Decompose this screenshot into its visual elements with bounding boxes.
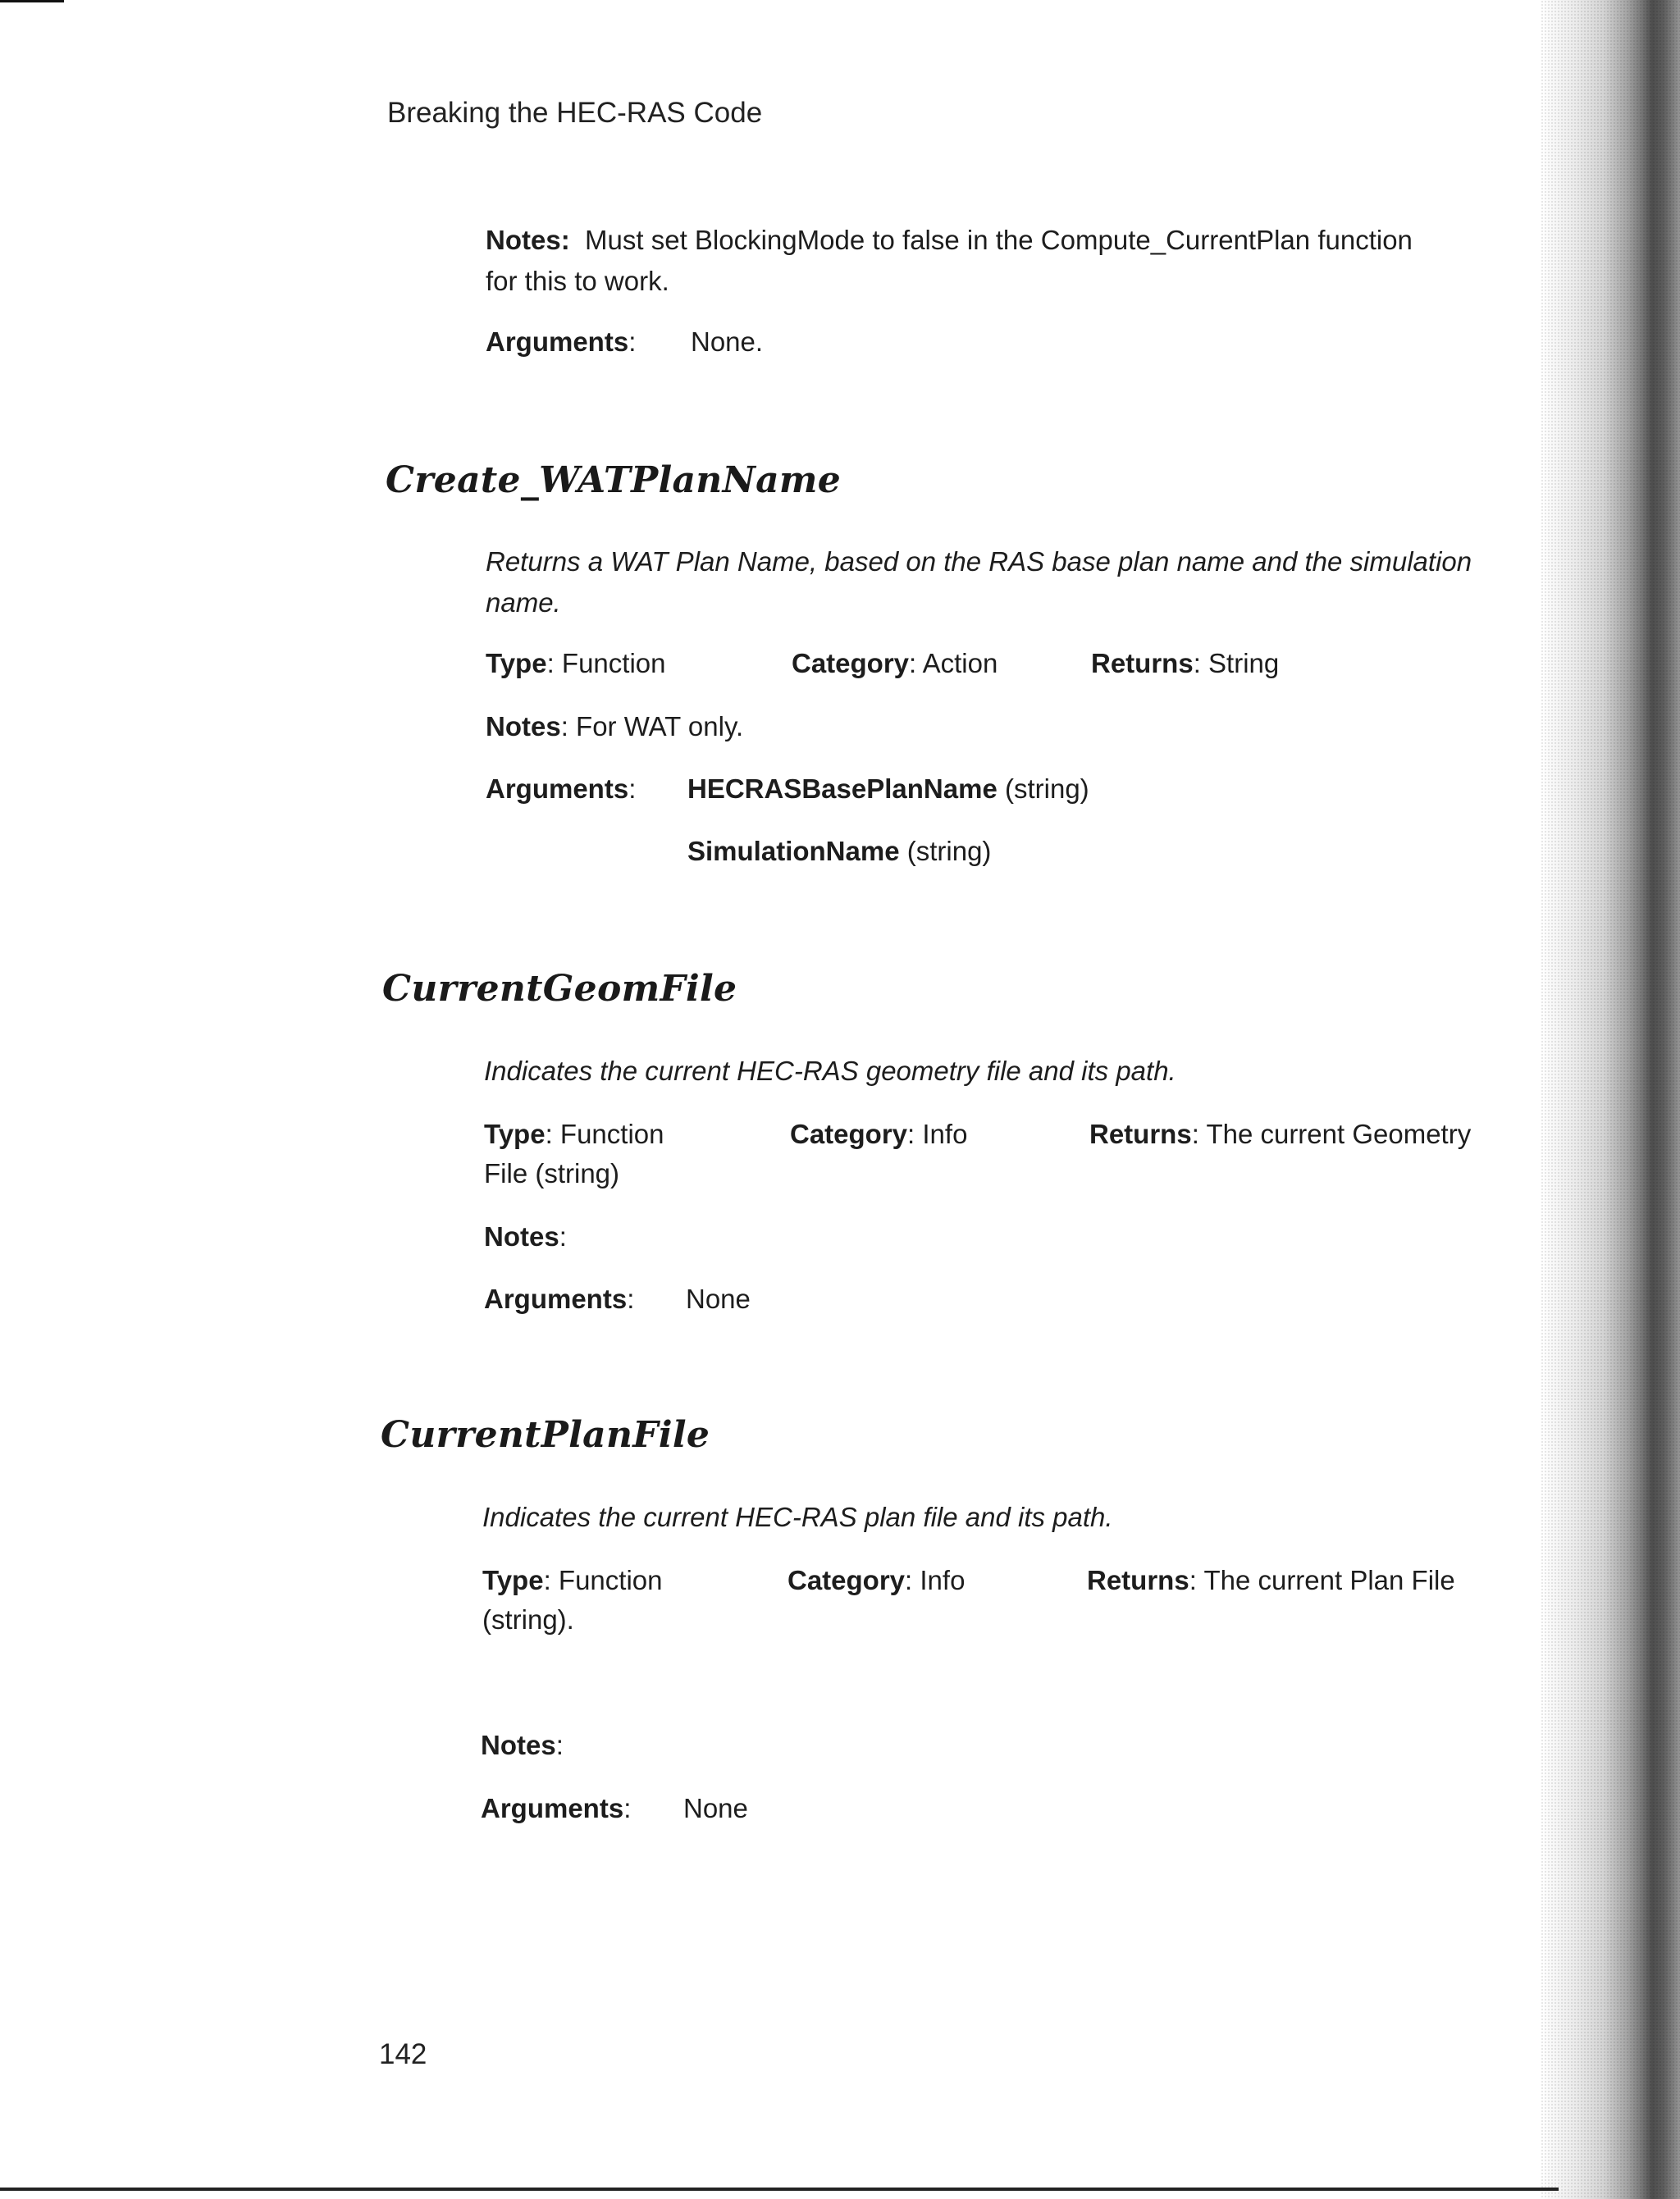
intro-arguments-value: None. (691, 326, 764, 357)
arguments-field: Arguments: (484, 1284, 635, 1314)
type-field: Type: Function (484, 1119, 664, 1149)
type-field: Type: Function (482, 1565, 663, 1595)
arguments-value: None (683, 1793, 748, 1823)
argument-2 (687, 831, 991, 872)
category-value: Info (922, 1119, 968, 1149)
category-value: Info (920, 1565, 966, 1595)
category-label: Category (792, 648, 910, 678)
type-label: Type (486, 648, 547, 678)
notes-field: Notes: (484, 1221, 567, 1252)
page-number: 142 (379, 2038, 427, 2070)
intro-notes-text: Must set BlockingMode to false in the Compute_CurrentPlan function (585, 225, 1413, 255)
argument-type: (string) (1004, 773, 1089, 804)
returns-label: Returns (1089, 1119, 1192, 1149)
running-head: Breaking the HEC-RAS Code (387, 97, 763, 129)
arguments-label: Arguments (486, 773, 629, 804)
entry-description: Indicates the current HEC-RAS plan file and its path. (482, 1502, 1113, 1532)
argument-type: (string) (906, 836, 992, 866)
returns-wrap: (string). (482, 1604, 574, 1635)
notes-value: For WAT only. (576, 711, 744, 741)
returns-value: The current Geometry (1206, 1119, 1472, 1149)
arguments-field: Arguments: (481, 1793, 632, 1823)
type-value: Function (561, 648, 666, 678)
entry-description (486, 541, 1472, 623)
top-rule (0, 0, 64, 2)
argument-name: HECRASBasePlanName (687, 773, 998, 804)
category-field: Category: Action (792, 648, 998, 678)
category-value: Action (922, 648, 998, 678)
notes-label: Notes (486, 711, 561, 741)
arguments-label: Arguments (484, 1284, 628, 1314)
entry-description: Indicates the current HEC-RAS geometry file and its path. (484, 1056, 1176, 1086)
notes-field: Notes: (481, 1730, 564, 1760)
entry-title: CurrentGeomFile (382, 968, 737, 1010)
notes-field: Notes: For WAT only. (486, 711, 744, 741)
category-field: Category: Info (790, 1119, 968, 1149)
intro-notes: Notes: Must set BlockingMode to false in the Compute_CurrentPlan function for this to work. (486, 225, 1413, 296)
type-value: Function (558, 1565, 663, 1595)
intro-arguments: Arguments: (486, 326, 637, 357)
returns-value: String (1208, 648, 1280, 678)
bottom-rule (0, 2188, 1559, 2191)
arguments-label: Arguments (481, 1793, 624, 1823)
returns-label: Returns (1091, 648, 1194, 678)
returns-field: Returns: String (1091, 648, 1280, 678)
entry-title: CurrentPlanFile (381, 1414, 710, 1456)
category-label: Category (790, 1119, 908, 1149)
intro-notes-label: Notes (486, 225, 561, 255)
returns-label: Returns (1087, 1565, 1189, 1595)
intro-arguments-label: Arguments (486, 326, 629, 357)
arguments-field: Arguments: (486, 773, 637, 804)
returns-field: Returns: The current Plan File (1087, 1565, 1455, 1595)
category-label: Category (788, 1565, 906, 1595)
type-field: Type: Function (486, 648, 666, 678)
returns-value: The current Plan File (1203, 1565, 1455, 1595)
returns-wrap: File (string) (484, 1158, 620, 1188)
binding-texture (1541, 0, 1680, 2199)
type-label: Type (482, 1565, 544, 1595)
type-label: Type (484, 1119, 546, 1149)
notes-label: Notes (481, 1730, 556, 1760)
entry-title: Create_WATPlanName (386, 459, 842, 501)
arguments-value: None (686, 1284, 751, 1314)
category-field: Category: Info (788, 1565, 966, 1595)
description-line-2: name. (486, 587, 561, 618)
type-value: Function (559, 1119, 664, 1149)
notes-label: Notes (484, 1221, 559, 1252)
description-line-1: Returns a WAT Plan Name, based on the RAS base plan name and the simulation (486, 546, 1472, 577)
intro-notes-text-2: for this to work. (486, 266, 669, 296)
argument-name: SimulationName (687, 836, 900, 866)
returns-field: Returns: The current Geometry (1089, 1119, 1472, 1149)
argument-1 (687, 769, 1089, 810)
